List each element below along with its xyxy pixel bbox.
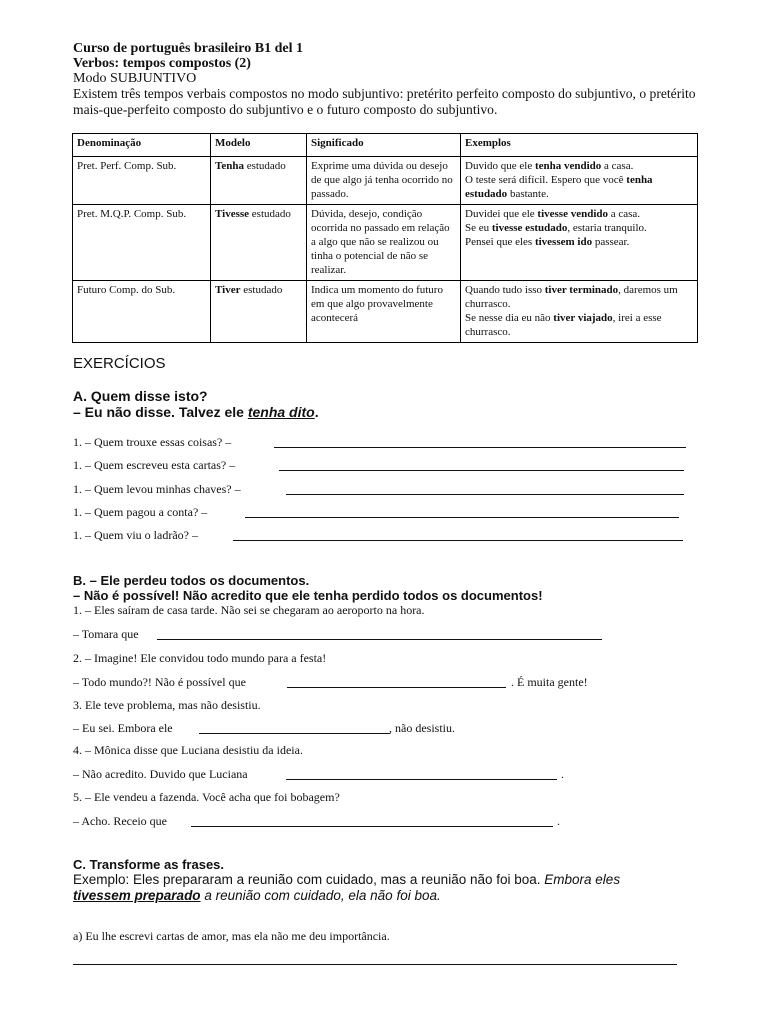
section-b-prompt: 4. – Mônica disse que Luciana desistiu da ideia. xyxy=(73,743,303,757)
section-a-item: 1. – Quem trouxe essas coisas? – xyxy=(73,435,232,449)
topic-title: Verbos: tempos compostos (2) xyxy=(73,56,251,71)
section-b-response-end: , não desistiu. xyxy=(389,721,455,735)
cell-significado: Indica um momento do futuro em que algo provavelmente acontecerá xyxy=(307,281,461,343)
tenses-table xyxy=(72,133,698,343)
answer-blank[interactable] xyxy=(287,676,506,688)
section-a-item: 1. – Quem viu o ladrão? – xyxy=(73,528,198,542)
section-c-example-line1: Exemplo: Eles prepararam a reunião com cuidado, mas a reunião não foi boa. Embora eles xyxy=(73,872,621,887)
cell-exemplos: Quando tudo isso tiver terminado, daremos um churrasco. Se nesse dia eu não tiver viajado, irei a esse churrasco. xyxy=(461,281,698,343)
answer-blank[interactable] xyxy=(157,628,602,640)
section-a-example: – Eu não disse. Talvez ele tenha dito. xyxy=(73,404,319,420)
answer-blank[interactable] xyxy=(286,768,557,780)
section-a-item: 1. – Quem pagou a conta? – xyxy=(73,505,208,519)
section-b-response: – Tomara que xyxy=(73,627,139,641)
section-b-title: B. – Ele perdeu todos os documentos. xyxy=(73,573,310,588)
cell-denominacao: Futuro Comp. do Sub. xyxy=(73,281,211,343)
answer-blank[interactable] xyxy=(191,815,553,827)
section-b-example: – Não é possível! Não acredito que ele tenha perdido todos os documentos! xyxy=(73,588,543,603)
answer-blank[interactable] xyxy=(73,953,677,965)
cell-significado: Dúvida, desejo, condição ocorrida no passado em relação a algo que não se realizou ou tinha o potencial de não se realizar. xyxy=(307,205,461,281)
section-b-response: – Acho. Receio que xyxy=(73,814,167,828)
intro-paragraph: Existem três tempos verbais compostos no modo subjuntivo: pretérito perfeito composto do subjuntivo, o pretérito mais-que-perfeito composto do subjuntivo e o futuro composto do subjuntivo. xyxy=(73,86,696,117)
section-b-response: – Eu sei. Embora ele xyxy=(73,721,173,735)
course-title: Curso de português brasileiro B1 del 1 xyxy=(73,41,303,56)
cell-exemplos: Duvido que ele tenha vendido a casa. O teste será difícil. Espero que você tenha estudado bastante. xyxy=(461,157,698,205)
section-b-prompt: 3. Ele teve problema, mas não desistiu. xyxy=(73,698,261,712)
column-header: Exemplos xyxy=(461,134,698,157)
column-header: Modelo xyxy=(211,134,307,157)
cell-modelo: Tenha estudado xyxy=(211,157,307,205)
cell-denominacao: Pret. Perf. Comp. Sub. xyxy=(73,157,211,205)
cell-denominacao: Pret. M.Q.P. Comp. Sub. xyxy=(73,205,211,281)
column-header: Significado xyxy=(307,134,461,157)
section-c-item: a) Eu lhe escrevi cartas de amor, mas ela não me deu importância. xyxy=(73,929,390,943)
cell-modelo: Tivesse estudado xyxy=(211,205,307,281)
section-a-title: A. Quem disse isto? xyxy=(73,388,208,404)
section-b-response: – Todo mundo?! Não é possível que xyxy=(73,675,246,689)
answer-blank[interactable] xyxy=(279,459,684,471)
section-a-item: 1. – Quem levou minhas chaves? – xyxy=(73,482,241,496)
section-c-title: C. Transforme as frases. xyxy=(73,857,225,872)
table-row xyxy=(73,157,698,205)
answer-blank[interactable] xyxy=(233,529,683,541)
table-header-row xyxy=(73,134,698,157)
section-b-prompt: 1. – Eles saíram de casa tarde. Não sei se chegaram ao aeroporto na hora. xyxy=(73,603,425,617)
cell-significado: Exprime uma dúvida ou desejo de que algo já tenha ocorrido no passado. xyxy=(307,157,461,205)
mode-title: Modo SUBJUNTIVO xyxy=(73,71,197,86)
table-row xyxy=(73,205,698,281)
column-header: Denominação xyxy=(73,134,211,157)
section-c-example-line2: tivessem preparado a reunião com cuidado, ela não foi boa. xyxy=(73,888,441,903)
answer-blank[interactable] xyxy=(274,436,686,448)
section-b-prompt: 2. – Imagine! Ele convidou todo mundo para a festa! xyxy=(73,651,327,665)
section-b-prompt: 5. – Ele vendeu a fazenda. Você acha que foi bobagem? xyxy=(73,790,340,804)
answer-blank[interactable] xyxy=(199,722,390,734)
cell-exemplos: Duvidei que ele tivesse vendido a casa. Se eu tivesse estudado, estaria tranquilo. Pensei que eles tivessem ido passear. xyxy=(461,205,698,281)
answer-blank[interactable] xyxy=(245,506,679,518)
section-b-response-end: . xyxy=(557,814,560,828)
section-a-item: 1. – Quem escreveu esta cartas? – xyxy=(73,458,236,472)
exercises-heading: EXERCÍCIOS xyxy=(73,355,166,372)
cell-modelo: Tiver estudado xyxy=(211,281,307,343)
section-b-response-end: . xyxy=(561,767,564,781)
section-b-response: – Não acredito. Duvido que Luciana xyxy=(73,767,248,781)
section-b-response-end: . É muita gente! xyxy=(511,675,588,689)
table-row xyxy=(73,281,698,343)
answer-blank[interactable] xyxy=(286,483,684,495)
